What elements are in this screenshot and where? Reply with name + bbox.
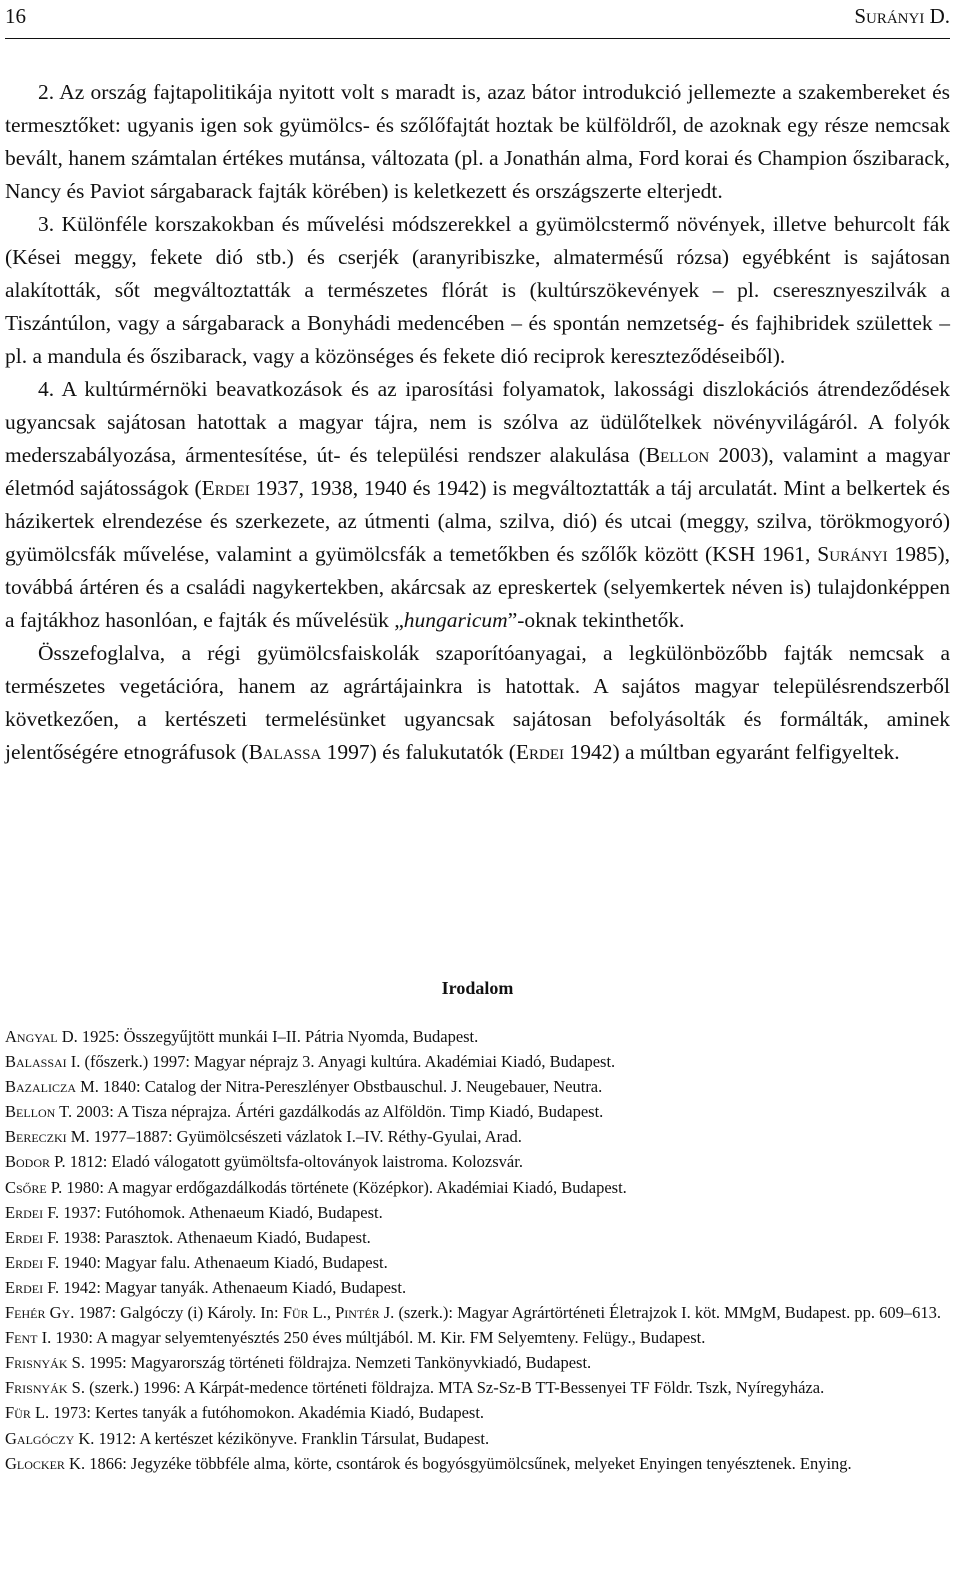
reference-item — [5, 1325, 950, 1350]
citation-erdei: Erdei — [201, 476, 250, 500]
reference-text: 1866: Jegyzéke többféle alma, körte, csontárok és bogyósgyümölcsűnek, melyeket Enyingen tenyésztenek. Enying. — [85, 1453, 852, 1473]
reference-item — [5, 1099, 950, 1124]
reference-author: Balassai I. — [5, 1052, 81, 1072]
paragraph-4-text: 1985), továbbá ártéren és a családi nagykertekben, akárcsak az epreskertek (selyemkertek néven is) tulajdonképpen a fajtákhoz hasonlóan, e fajták és művelésük „ — [5, 542, 950, 632]
reference-item — [5, 1225, 950, 1250]
reference-text: 2003: A Tisza néprajza. Ártéri gazdálkodás az Alföldön. Timp Kiadó, Budapest. — [72, 1102, 604, 1122]
page-header — [5, 0, 950, 40]
reference-text: 1977–1887: Gyümölcsészeti vázlatok I.–IV. Réthy-Gyulai, Arad. — [89, 1127, 522, 1147]
references-list — [5, 1024, 950, 1476]
reference-author: Bazalicza M. — [5, 1077, 99, 1097]
paragraph-3: 3. Különféle korszakokban és művelési módszerekkel a gyümölcstermő növények, illetve behurcolt fák (Kései meggy, fekete dió stb.) és cserjék (aranyribiszke, almatermésű rózsa) egyébként is sajátosan alakították, sőt megváltoztatták a természetes flórát is (kultúrszökevények – pl. cseresznyeszilvák a Tiszántúlon, vagy a sárgabarack a Bonyhádi medencében – és spontán nemzetség- és fajhibridek születtek – pl. a mandula és őszibarack, vagy a közönséges és fekete dió reciprok kereszteződéseiből). — [5, 212, 950, 368]
reference-text: , — [326, 1303, 336, 1323]
reference-author: Csőre P. — [5, 1177, 63, 1197]
reference-item — [5, 1250, 950, 1275]
citation-bellon: Bellon — [645, 443, 710, 467]
reference-item — [5, 1300, 950, 1325]
reference-text: 1973: Kertes tanyák a futóhomokon. Akadémia Kiadó, Budapest. — [49, 1403, 485, 1423]
summary-text: 1942) a múltban egyaránt felfigyeltek. — [564, 740, 900, 764]
reference-author: Bodor P. — [5, 1152, 66, 1172]
reference-author: Erdei F. — [5, 1202, 60, 1222]
reference-author: Fehér Gy. — [5, 1303, 75, 1323]
reference-author: Bereczki M. — [5, 1127, 90, 1147]
reference-item — [5, 1049, 950, 1074]
paragraph-4-text: 1937, 1938, 1940 és 1942) is megváltoztatták a táj arculatát. Mint a belkertek és házikertek elrendezése és szerkezete, az útmenti (alma, szilva, dió) és utcai (meggy, szilva, törökmogyoró) gyümölcsfák művelése, valamint a gyümölcsfák a temetőkben és szőlők között (KSH 1961, — [5, 476, 950, 566]
reference-author: Erdei F. — [5, 1227, 60, 1247]
reference-item — [5, 1275, 950, 1300]
reference-author: Fent I. — [5, 1328, 52, 1348]
reference-item — [5, 1149, 950, 1174]
reference-author: Für L. — [282, 1303, 327, 1323]
paragraph-4-text: ”-oknak tekinthetők. — [507, 608, 685, 632]
reference-author: Für L. — [5, 1403, 50, 1423]
reference-author: Erdei F. — [5, 1252, 60, 1272]
reference-item — [5, 1074, 950, 1099]
reference-author: Galgóczy K. — [5, 1428, 95, 1448]
reference-text: 1937: Futóhomok. Athenaeum Kiadó, Budapest. — [59, 1202, 383, 1222]
citation-erdei: Erdei — [515, 740, 565, 764]
reference-text: (szerk.): Magyar Agrártörténeti Életrajzok I. köt. MMgM, Budapest. pp. 609–613. — [394, 1303, 941, 1323]
reference-author: Pintér J. — [335, 1303, 395, 1323]
summary-text: 1997) és falukutatók ( — [321, 740, 516, 764]
body-text — [5, 76, 950, 769]
reference-text: 1930: A magyar selyemtenyésztés 250 éves múltjából. M. Kir. FM Selyemteny. Felügy., Budapest. — [51, 1328, 706, 1348]
reference-text: 1938: Parasztok. Athenaeum Kiadó, Budapest. — [59, 1227, 371, 1247]
reference-author: Bellon T. — [5, 1102, 73, 1122]
reference-item — [5, 1451, 950, 1476]
paragraph-4-text: 4. A kultúrmérnöki beavatkozások és az iparosítási folyamatok, lakossági diszlokációs átrendeződések ugyancsak sajátosan hatottak a magyar tájra, nem is szólva az üdülőtelkek növényvilágáról. A folyók mederszabályozása, ármentesítése, út- és települési rendszer alakulása ( — [5, 377, 950, 467]
paragraph-2: 2. Az ország fajtapolitikája nyitott volt s maradt is, azaz bátor introdukció jellemezte a szakembereket és termesztőket: ugyanis igen sok gyümölcs- és szőlőfajtát hoztak be külföldről, de azoknak egy része nemcsak bevált, hanem számtalan értékes mutánsa, változata (pl. a Jonathán alma, Ford korai és Champion őszibarack, Nancy és Paviot sárgabarack fajták körében) is keletkezett és országszerte elterjedt. — [5, 80, 950, 203]
reference-text: 1995: Magyarország történeti földrajza. Nemzeti Tankönyvkiadó, Budapest. — [84, 1353, 592, 1373]
summary-paragraph — [5, 637, 950, 769]
reference-text: (főszerk.) 1997: Magyar néprajz 3. Anyagi kultúra. Akadémiai Kiadó, Budapest. — [80, 1052, 616, 1072]
citation-suranyi: Surányi — [817, 542, 888, 566]
references-heading: Irodalom — [441, 978, 514, 998]
citation-balassa: Balassa — [248, 740, 322, 764]
running-head: Surányi D. — [854, 4, 950, 28]
paragraph-4-text: 2003), valamint a magyar életmód sajátosságok ( — [5, 443, 951, 500]
reference-item — [5, 1175, 950, 1200]
reference-text: (szerk.) 1996: A Kárpát-medence történeti földrajza. MTA Sz-Sz-B TT-Bessenyei TF Földr. Tszk, Nyíregyháza. — [84, 1378, 825, 1398]
reference-author: Angyal D. — [5, 1027, 78, 1046]
reference-author: Erdei F. — [5, 1277, 60, 1297]
reference-author: Frisnyák S. — [5, 1378, 85, 1398]
reference-item — [5, 1426, 950, 1451]
summary-text: Összefoglalva, a régi gyümölcsfaiskolák szaporítóanyagai, a legkülönbözőbb fajták nemcsak a természetes vegetációra, hanem az agrártájainkra is hatottak. A sajátos magyar településrendszerből következően, a kertészeti termelésünket ugyancsak sajátosan befolyásolták és formálták, aminek jelentőségére etnográfusok ( — [5, 641, 950, 764]
reference-item — [5, 1375, 950, 1400]
page-number: 16 — [5, 4, 26, 28]
reference-text: 1940: Magyar falu. Athenaeum Kiadó, Budapest. — [59, 1252, 388, 1272]
reference-author: Frisnyák S. — [5, 1353, 85, 1373]
reference-item — [5, 1200, 950, 1225]
reference-item — [5, 1124, 950, 1149]
reference-text: 1912: A kertészet kézikönyve. Franklin Társulat, Budapest. — [94, 1428, 490, 1448]
italic-term: hungaricum — [403, 608, 508, 632]
reference-text: 1980: A magyar erdőgazdálkodás története (Középkor). Akadémiai Kiadó, Budapest. — [62, 1177, 627, 1197]
reference-text: 1840: Catalog der Nitra-Pereszlényer Obstbauschul. J. Neugebauer, Neutra. — [98, 1077, 603, 1097]
reference-text: 1812: Eladó válogatott gyümöltsfa-oltoványok laistroma. Kolozsvár. — [65, 1152, 523, 1172]
reference-text: 1987: Galgóczy (i) Károly. In: — [74, 1303, 283, 1323]
reference-item — [5, 1024, 950, 1049]
reference-text: 1942: Magyar tanyák. Athenaeum Kiadó, Budapest. — [59, 1277, 407, 1297]
reference-text: 1925: Összegyűjtött munkái I–II. Pátria Nyomda, Budapest. — [77, 1027, 479, 1046]
reference-author: Glocker K. — [5, 1453, 86, 1473]
reference-item — [5, 1400, 950, 1425]
header-rule — [5, 38, 950, 39]
reference-item — [5, 1350, 950, 1375]
paragraph-4 — [5, 373, 950, 637]
